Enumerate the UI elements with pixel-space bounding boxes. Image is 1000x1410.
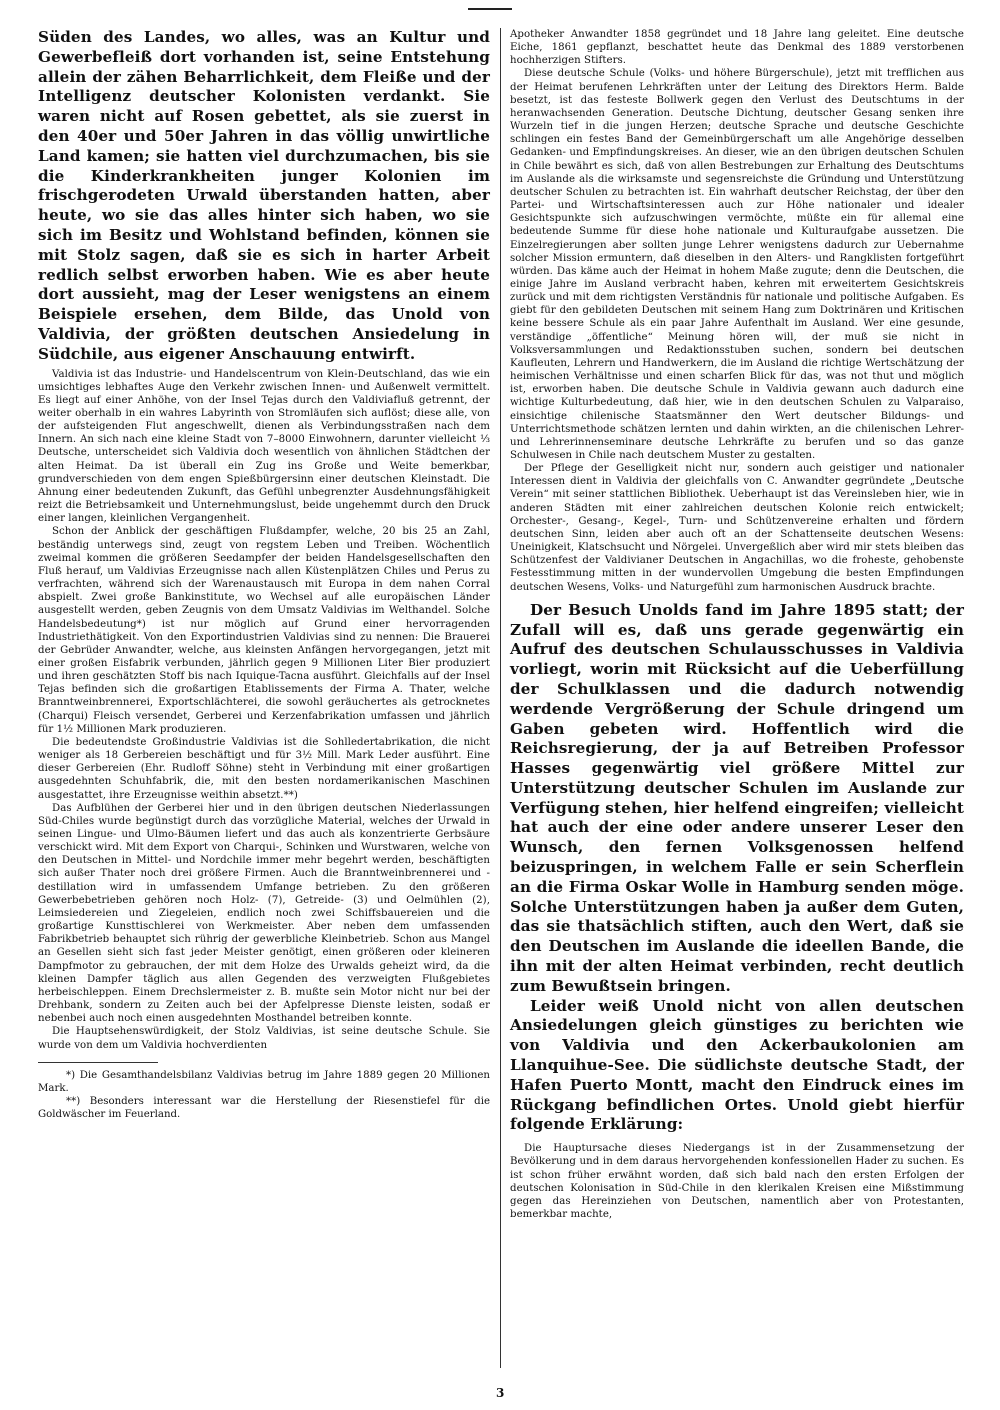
left-paragraph-1: Valdivia ist das Industrie- und Handelscentrum von Klein-Deutschland, das wie ein umsichtiges lebhaftes Auge den Verkehr zwischen Innen- und Außenwelt vermittelt. Es liegt auf einer Anhöhe, von der Insel Tejas durch den Valdiviafluß getrennt, der weiter oberhalb in ein wahres Labyrinth von Stromläufen sich auflöst; diese alle, von der aufsteigenden Flut angeschwellt, dienen als Verbindungsstraßen nach dem Innern. An sich nach eine kleine Stadt von 7–8000 Einwohnern, darunter vielleicht ⅓ Deutsche, unterscheidet sich Valdivia doch wesentlich von ähnlichen Städtchen der alten Heimat. Da ist überall ein Zug ins Große und Weite bemerkbar, grundverschieden von dem engen Spießbürgersinn einer deutschen Kleinstadt. Die Ahnung einer bedeutenden Zukunft, das Gefühl unbegrenzter Ausdehnungsfähigkeit reizt die Betriebsamkeit und Unternehmungslust, beide ungehemmt durch den Druck einer langen, kleinlichen Vergangenheit. <box>38 368 490 525</box>
left-paragraph-4: Das Aufblühen der Gerberei hier und in den übrigen deutschen Niederlassungen Süd-Chiles wurde begünstigt durch das vorzügliche Material, welches der Urwald in seinen Lingue- und Ulmo-Bäumen liefert und das auch als konzentrierte Gerbsäure verschickt wird. Mit dem Export von Charqui-, Schinken und Wurstwaren, welche von den Deutschen in Mittel- und Nordchile immer mehr begehrt werden, beschäftigten sich außer Thater noch drei größere Firmen. Auch die Branntweinbrennerei und -destillation wird in umfassendem Umfange betrieben. Zu den größeren Gewerbebetrieben gehören noch Holz- (7), Getreide- (3) und Oelmühlen (2), Leimsiedereien und Ziegeleien, endlich noch zwei Schiffsbauereien und die großartige Kunsttischlerei von Werkmeister. Aber neben dem umfassenden Fabrikbetrieb behauptet sich rührig der gewerbliche Kleinbetrieb. Schon aus Mangel an Gesellen sieht sich fast jeder Meister genötigt, einen größeren oder kleineren Dampfmotor zu gebrauchen, der mit dem Holze des Urwalds geheizt wird, da die kleinen Dampfer täglich aus allen Gegenden des verzweigten Flußgebietes herbeischleppen. Einem Drechslermeister z. B. mußte sein Motor nicht nur bei der Drehbank, sondern zu Zeiten auch bei der Apfelpresse Dienste leisten, sodaß er nebenbei auch noch einen ausgedehnten Mosthandel betreiben konnte. <box>38 802 490 1025</box>
column-divider <box>500 28 501 1368</box>
right-paragraph-3: Der Pflege der Geselligkeit nicht nur, sondern auch geistiger und nationaler Interessen dient in Valdivia der gleichfalls von C. Anwandter gegründete „Deutsche Verein“ mit seiner stattlichen Bibliothek. Ueberhaupt ist das Vereinsleben hier, wie in anderen Städten mit einer zahlreichen deutschen Kolonie reich entwickelt; Orchester-, Gesang-, Kegel-, Turn- und Schützenvereine erhalten und fördern deutschen Sinn, leiden aber auch oft an der Schattenseite deutschen Wesens: Uneinigkeit, Klatschsucht und Nörgelei. Unvergeßlich aber wird mir stets bleiben das Schützenfest der Valdivianer Deutschen in Angachillas, wo die froheste, gehobenste Festesstimmung mitten in der wundervollen Umgebung die besten Empfindungen deutschen Wesens, Volks- und Naturgefühl zum harmonischen Ausdruck brachte. <box>510 463 964 593</box>
left-small-text <box>38 368 490 1052</box>
header-rule <box>468 8 512 10</box>
right-small-text-top <box>510 28 964 594</box>
footnote-rule <box>38 1062 158 1063</box>
left-paragraph-3: Die bedeutendste Großindustrie Valdivias ist die Sohlledertabrikation, die nicht weniger als 18 Gerbereien beschäftigt und für 3½ Mill. Mark Leder ausführt. Eine dieser Gerbereien (Ehr. Rudloff Söhne) steht in Verbindung mit einer großartigen ausgedehnten Schuhfabrik, die, mit den besten nordamerikanischen Maschinen ausgestattet, ihre Erzeugnisse weithin absetzt.**) <box>38 736 490 801</box>
left-intro-paragraph: Süden des Landes, wo alles, was an Kultur und Gewerbefleiß dort vorhanden ist, seine Entstehung allein der zähen Beharrlichkeit, dem Fleiße und der Intelligenz deutscher Kolonisten verdankt. Sie waren nicht auf Rosen gebettet, als sie zuerst in den 40er und 50er Jahren in das völlig unwirtliche Land kamen; sie hatten viel durchzumachen, bis sie die Kinderkrankheiten junger Kolonien im frischgerodeten Urwald überstanden hatten, aber heute, wo sie das alles hinter sich haben, wo sie sich im Besitz und Wohlstand befinden, können sie mit Stolz sagen, daß sie es sich in harter Arbeit redlich selbst erworben haben. Wie es aber heute dort aussieht, mag der Leser wenigstens an einem Beispiele ersehen, dem Bilde, das Unold von Valdivia, der größten deutschen Ansiedelung in Südchile, aus eigener Anschauung entwirft. <box>38 28 490 363</box>
right-paragraph-2: Diese deutsche Schule (Volks- und höhere Bürgerschule), jetzt mit trefflichen aus der Heimat berufenen Lehrkräften unter der Leitung des Direktors Herm. Balde besetzt, ist das festeste Bollwerk gegen den Verlust des Deutschtums in der heranwachsenden Generation. Deutsche Dichtung, deutscher Gesang senken ihre Wurzeln tief in die jungen Herzen; deutsche Sprache und deutsche Geschichte schlingen ein festes Band der Gemeinbürgerschaft um alle Angehörige desselben Gedanken- und Empfindungskreises. An dieser, wie an den übrigen deutschen Schulen in Chile bewährt es sich, daß von allen Bestrebungen zur Erhaltung des Deutschtums im Auslande als die wirksamste und segensreichste die Gründung und Unterstützung deutscher Schulen zu betrachten ist. Ein wahrhaft deutscher Reichstag, der über den Partei- und Wirtschaftsinteressen auch zur Höhe nationaler und idealer Gesichtspunkte sich aufzuschwingen vermöchte, müßte ein für allemal eine bedeutende Summe für diese hohe nationale und Kulturaufgabe aussetzen. Die Einzelregierungen aber sollten junge Lehrer wenigstens dadurch zur Uebernahme solcher Mission ermuntern, daß dieselben in den Alters- und Rangklisten fortgeführt würden. Das käme auch der Heimat in hohem Maße zugute; denn die Deutschen, die einige Jahre im Ausland verbracht haben, kehren mit erweitertem Gesichtskreis zurück und mit dem richtigsten Verständnis für nationale und politische Aufgaben. Es giebt für den gebildeten Deutschen mit seinem Hang zum Doktrinären und Kritischen keine bessere Schule als ein paar Jahre Aufenthalt im Ausland. Wer eine gesunde, verständige „öffentliche“ Meinung hören will, der muß sie nicht in Volksversammlungen und Redaktionsstuben suchen, sondern bei deutschen Kaufleuten, Lehrern und Handwerkern, die im Ausland die richtige Wertschätzung der heimischen Verhältnisse und einen scharfen Blick für das, was not thut und möglich ist, erworben haben. Die deutsche Schule in Valdivia gewann auch dadurch eine wichtige Kulturbedeutung, daß hier, wie in den deutschen Schulen zu Valparaiso, einsichtige chilenische Staatsmänner den Wert deutscher Bildungs- und Unterrichtsmethode schätzen lernten und dahin wirkten, an die chilenischen Lehrer- und Lehrerinnenseminare deutsche Lehrkräfte zu berufen und so das ganze Schulwesen in Chile nach deutschem Muster zu gestalten. <box>510 68 964 461</box>
left-column <box>38 28 490 1373</box>
left-paragraph-2: Schon der Anblick der geschäftigen Flußdampfer, welche, 20 bis 25 an Zahl, beständig unterwegs sind, zeugt von regstem Leben und Treiben. Wöchentlich zweimal kommen die größeren Seedampfer der beiden Handelsgesellschaften den Fluß herauf, um Valdivias Erzeugnisse nach allen Küstenplätzen Chiles und Perus zu verfrachten, während sich der Warenaustausch mit Europa in dem nahen Corral abspielt. Zwei große Bankinstitute, wo Wechsel auf alle europäischen Länder ausgestellt werden, geben Zeugnis von dem Umsatz Valdivias im Welthandel. Solche Handelsbedeutung*) ist nur möglich auf Grund einer hervorragenden Industriethätigkeit. Von den Exportindustrien Valdivias sind zu nennen: Die Brauerei der Gebrüder Anwandter, welche, aus kleinsten Anfängen hervorgegangen, jetzt mit einer großen Eisfabrik verbunden, jährlich gegen 9 Millionen Liter Bier produziert und ihren geschätzten Stoff bis nach Iquique-Tacna ausführt. Gleichfalls auf der Insel Tejas befinden sich die großartigen Etablissements der Firma A. Thater, welche Branntweinbrennerei, Exportschlächterei, die sowohl geräuchertes als getrocknetes (Charqui) Fleisch versendet, Gerberei und Kerzenfabrikation umfassen und jährlich für 1½ Millionen Mark produzieren. <box>38 526 490 735</box>
page-number: 3 <box>496 1386 505 1400</box>
right-large-paragraph-1: Der Besuch Unolds fand im Jahre 1895 statt; der Zufall will es, daß uns gerade gegenwärtig ein Aufruf des deutschen Schulausschusses in Valdivia vorliegt, worin mit Rücksicht auf die Ueberfüllung der Schulklassen und die dadurch notwendig werdende Vergrößerung der Schule dringend um Gaben gebeten wird. Hoffentlich wird die Reichsregierung, der ja auf Betreiben Professor Hasses gegenwärtig viel größere Mittel zur Unterstützung deutscher Schulen im Auslande zur Verfügung stehen, hier helfend eingreifen; vielleicht hat auch der eine oder andere unserer Leser den Wunsch, den fernen Volksgenossen helfend beizuspringen, in welchem Falle er sein Scherflein an die Firma Oskar Wolle in Hamburg senden möge. Solche Unterstützungen haben ja außer dem Guten, das sie thatsächlich stiften, auch den Wert, daß sie den Deutschen im Auslande die ideellen Bande, die ihn mit der alten Heimat verbinden, recht deutlich zum Bewußtsein bringen. <box>510 600 964 995</box>
right-paragraph-4: Die Hauptursache dieses Niedergangs ist in der Zusammensetzung der Bevölkerung und in dem daraus hervorgehenden konfessionellen Hader zu suchen. Es ist schon früher erwähnt worden, daß sich bald nach den ersten Erfolgen der deutschen Kolonisation in Süd-Chile in den klerikalen Kreisen eine Mißstimmung gegen das Hereinziehen von Deutschen, namentlich aber von Protestanten, bemerkbar machte, <box>510 1143 964 1221</box>
right-large-paragraph-2: Leider weiß Unold nicht von allen deutschen Ansiedelungen gleich günstiges zu berichten wie von Valdivia und den Ackerbaukolonien am Llanquihue-See. Die südlichste deutsche Stadt, der Hafen Puerto Montt, macht den Eindruck eines im Rückgang befindlichen Ortes. Unold giebt hierfür folgende Erklärung: <box>510 996 964 1134</box>
left-paragraph-5: Die Hauptsehenswürdigkeit, der Stolz Valdivias, ist seine deutsche Schule. Sie wurde von dem um Valdivia hochverdienten <box>38 1026 490 1051</box>
footnote-2: **) Besonders interessant war die Herstellung der Riesenstiefel für die Goldwäscher im Feuerland. <box>38 1096 490 1121</box>
right-column <box>510 28 964 1373</box>
right-paragraph-1: Apotheker Anwandter 1858 gegründet und 18 Jahre lang geleitet. Eine deutsche Eiche, 1861 gepflanzt, beschattet heute das Denkmal des 1889 verstorbenen hochherzigen Stifters. <box>510 29 964 67</box>
left-large-text <box>38 28 490 365</box>
right-small-text-bottom <box>510 1142 964 1221</box>
right-large-text <box>510 601 964 1136</box>
footnote-1: *) Die Gesamthandelsbilanz Valdivias betrug im Jahre 1889 gegen 20 Millionen Mark. <box>38 1069 490 1094</box>
